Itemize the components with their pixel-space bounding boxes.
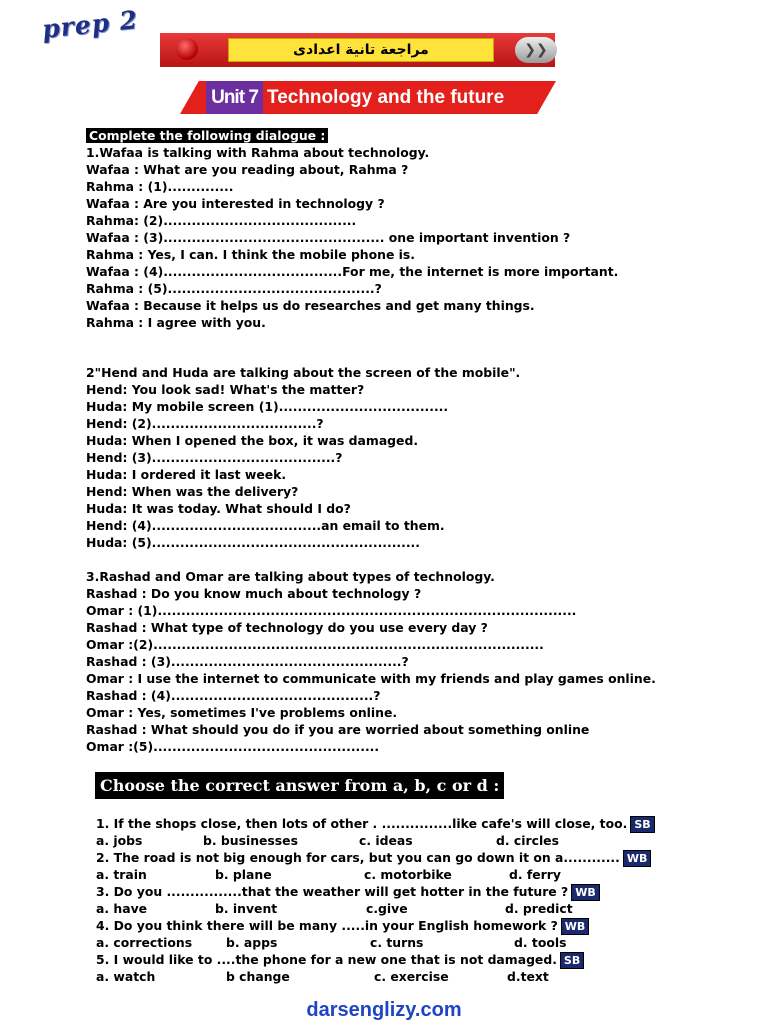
dialogue-line: Hend: (3).......................................? bbox=[86, 450, 343, 465]
dialogue-line: Rahma : Yes, I can. I think the mobile phone is. bbox=[86, 247, 416, 262]
question-text: 5. I would like to ....the phone for a new one that is not damaged. bbox=[96, 952, 557, 967]
option: a. jobs bbox=[96, 833, 143, 848]
dialogue-line: Wafaa : What are you reading about, Rahma ? bbox=[86, 162, 409, 177]
dialogue-line: Rahma : I agree with you. bbox=[86, 315, 266, 330]
dialogue-line: Rashad : (3).................................................? bbox=[86, 654, 409, 669]
dialogue-line: Omar : (1)......................................................................................... bbox=[86, 603, 577, 618]
option: a. watch bbox=[96, 969, 156, 984]
options-row bbox=[96, 866, 656, 883]
dialogue-line: Rashad : Do you know much about technology ? bbox=[86, 586, 422, 601]
dialogue-line: Huda: (5)......................................................... bbox=[86, 535, 420, 550]
source-badge: SB bbox=[630, 816, 654, 833]
dialogue-line: Rashad : (4)...........................................? bbox=[86, 688, 381, 703]
dialogue-line: Rahma : (1).............. bbox=[86, 179, 234, 194]
option: d. circles bbox=[496, 833, 559, 848]
option: c. turns bbox=[370, 935, 424, 950]
options-row bbox=[96, 900, 656, 917]
dialogue-line: Rashad : What type of technology do you use every day ? bbox=[86, 620, 488, 635]
option: b. apps bbox=[226, 935, 278, 950]
question-line bbox=[96, 951, 656, 968]
dialogue-line: Rashad : What should you do if you are worried about something online bbox=[86, 722, 590, 737]
dialogue-line: Wafaa : (4)......................................For me, the internet is more important. bbox=[86, 264, 619, 279]
question-text: 4. Do you think there will be many .....in your English homework ? bbox=[96, 918, 558, 933]
arrow-icon: ❯❯ bbox=[515, 37, 557, 63]
dialogue-line: 3.Rashad and Omar are talking about types of technology. bbox=[86, 569, 495, 584]
dialogue-line: Huda: It was today. What should I do? bbox=[86, 501, 351, 516]
dialogue-line: Wafaa : (3)............................................... one important invention ? bbox=[86, 230, 571, 245]
arabic-title: مراجعة تانية اعدادى bbox=[228, 38, 494, 62]
options-row bbox=[96, 832, 656, 849]
banner-ornament bbox=[176, 38, 198, 60]
dialogue-line: Omar :(5)................................................ bbox=[86, 739, 380, 754]
option: d. tools bbox=[514, 935, 567, 950]
option: b change bbox=[226, 969, 290, 984]
options-row bbox=[96, 934, 656, 951]
option: b. businesses bbox=[203, 833, 298, 848]
dialogue-line: Huda: I ordered it last week. bbox=[86, 467, 287, 482]
dialogue-section bbox=[86, 127, 746, 755]
dialogue-line: Hend: When was the delivery? bbox=[86, 484, 299, 499]
dialogue-line: Hend: You look sad! What's the matter? bbox=[86, 382, 365, 397]
question-line bbox=[96, 883, 656, 900]
option: c. exercise bbox=[374, 969, 449, 984]
footer-website: darsenglizy.com bbox=[306, 999, 462, 1021]
option: a. train bbox=[96, 867, 147, 882]
question-text: 1. If the shops close, then lots of other . ...............like cafe's will close, too. bbox=[96, 816, 628, 831]
options-row bbox=[96, 968, 656, 985]
source-badge: SB bbox=[560, 952, 584, 969]
option: d. predict bbox=[505, 901, 573, 916]
option: c.give bbox=[366, 901, 408, 916]
option: a. corrections bbox=[96, 935, 193, 950]
dialogue-line: 1.Wafaa is talking with Rahma about technology. bbox=[86, 145, 430, 160]
dialogue-line: Omar : Yes, sometimes I've problems online. bbox=[86, 705, 398, 720]
source-badge: WB bbox=[571, 884, 600, 901]
question-line bbox=[96, 849, 656, 866]
question-text: 3. Do you ................that the weather will get hotter in the future ? bbox=[96, 884, 569, 899]
option: d. ferry bbox=[509, 867, 561, 882]
mc-heading: Choose the correct answer from a, b, c or d : bbox=[95, 772, 504, 799]
dialogue-line: 2"Hend and Huda are talking about the screen of the mobile". bbox=[86, 365, 521, 380]
source-badge: WB bbox=[623, 850, 652, 867]
question-text: 2. The road is not big enough for cars, but you can go down it on a............ bbox=[96, 850, 620, 865]
option: c. motorbike bbox=[364, 867, 452, 882]
dialogue-line: Rahma: (2)......................................... bbox=[86, 213, 357, 228]
option: d.text bbox=[507, 969, 549, 984]
dialogue-line: Wafaa : Because it helps us do researches and get many things. bbox=[86, 298, 535, 313]
dialogue-line: Rahma : (5)............................................? bbox=[86, 281, 382, 296]
option: b. plane bbox=[215, 867, 272, 882]
dialogue-heading: Complete the following dialogue : bbox=[86, 128, 328, 143]
mc-section bbox=[96, 815, 656, 985]
dialogue-line: Huda: My mobile screen (1).................................... bbox=[86, 399, 449, 414]
dialogue-line: Omar : I use the internet to communicate with my friends and play games online. bbox=[86, 671, 656, 686]
question-line bbox=[96, 917, 656, 934]
option: a. have bbox=[96, 901, 148, 916]
dialogue-line: Hend: (4)....................................an email to them. bbox=[86, 518, 445, 533]
dialogue-line: Omar :(2)................................................................................... bbox=[86, 637, 544, 652]
option: b. invent bbox=[215, 901, 278, 916]
prep-logo: prep 2 bbox=[40, 5, 140, 44]
question-line bbox=[96, 815, 656, 832]
dialogue-line: Huda: When I opened the box, it was damaged. bbox=[86, 433, 419, 448]
unit-badge: Unit 7 bbox=[206, 81, 263, 114]
unit-title: Technology and the future bbox=[267, 87, 505, 108]
option: c. ideas bbox=[359, 833, 413, 848]
dialogue-line: Wafaa : Are you interested in technology ? bbox=[86, 196, 385, 211]
source-badge: WB bbox=[561, 918, 590, 935]
dialogue-line: Hend: (2)...................................? bbox=[86, 416, 324, 431]
